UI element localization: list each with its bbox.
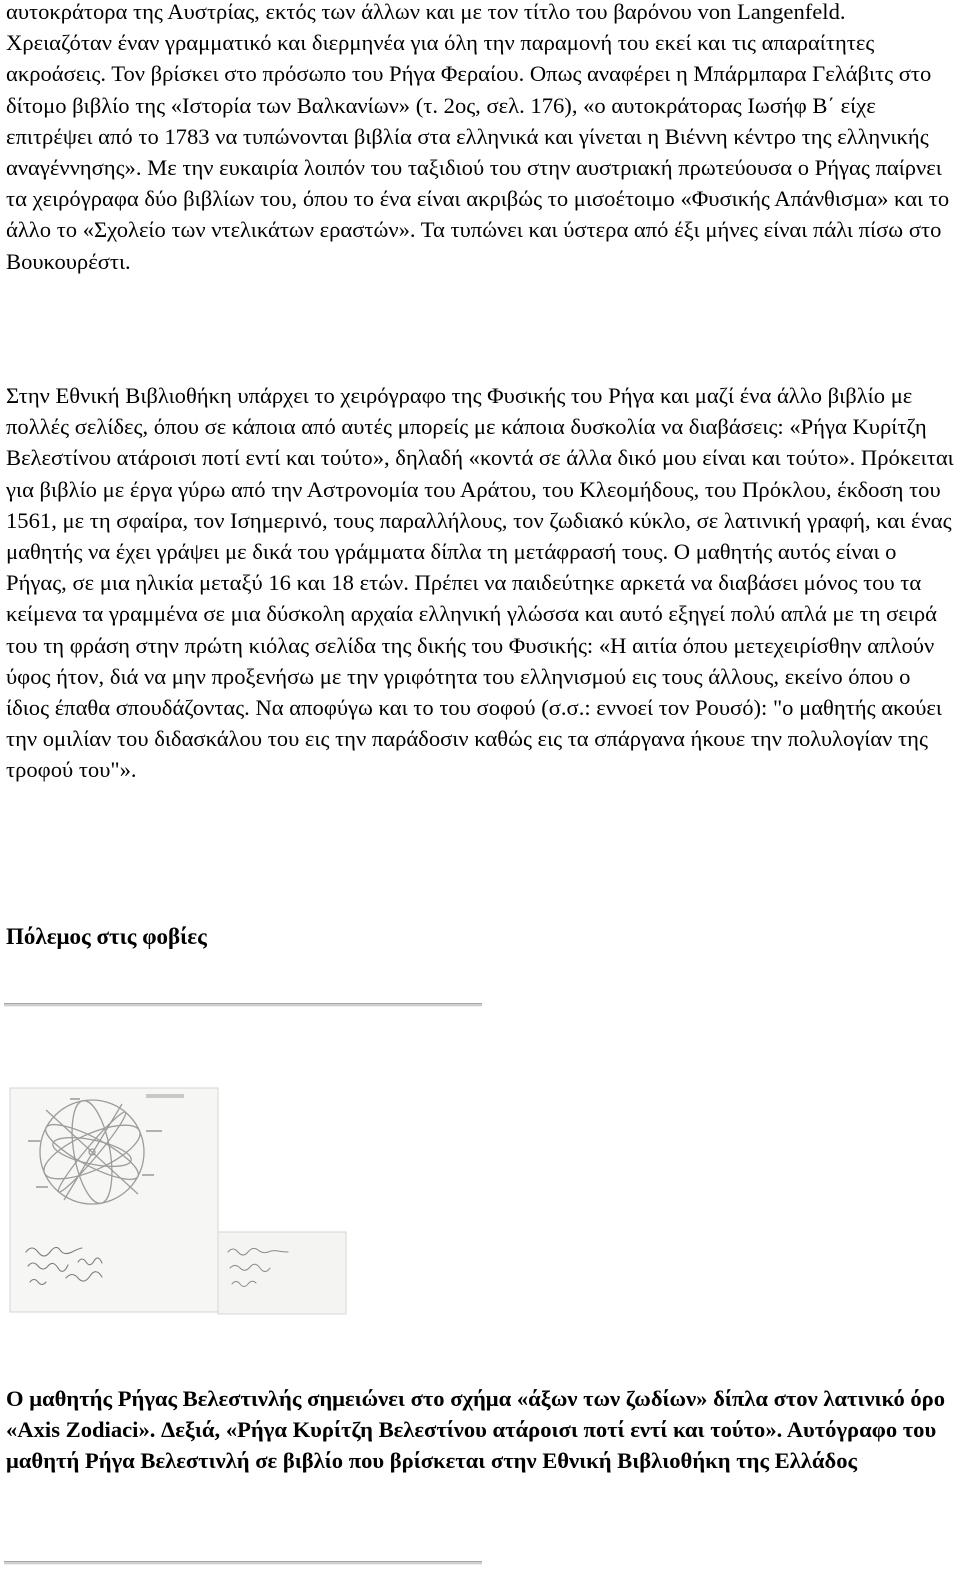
armillary-sphere-manuscript-image [6, 1082, 350, 1330]
horizontal-rule-bottom [4, 1561, 482, 1565]
article-paragraph-2: Στην Εθνική Βιβλιοθήκη υπάρχει το χειρόγραφο της Φυσικής του Ρήγα και μαζί ένα άλλο βιβλίο με πολλές σελίδες, όπου σε κάποια από αυτές μπορείς με κάποια δυσκολία να διαβάσεις: «Ρήγα Κυρίτζη Βελεστίνου ατάροισι ποτί εντί και τούτο», δηλαδή «κοντά σε άλλα δικό μου είναι και τούτο». Πρόκειται για βιβλίο με έργα γύρω από την Αστρονομία του Αράτου, του Κλεομήδους, του Πρόκλου, έκδοση του 1561, με τη σφαίρα, τον Ισημερινό, τους παραλλήλους, τον ζωδιακό κύκλο, σε λατινική γραφή, και ένας μαθητής να έχει γράψει με δικά του γράμματα δίπλα τη μετάφρασή τους. Ο μαθητής αυτός είναι ο Ρήγας, σε μια ηλικία μεταξύ 16 και 18 ετών. Πρέπει να παιδεύτηκε αρκετά να διαβάσει μόνος του τα κείμενα τα γραμμένα σε μια δύσκολη αρχαία ελληνική γλώσσα και αυτό εξηγεί πολύ απλά με τη σειρά του τη φράση στην πρώτη κιόλας σελίδα της δικής του Φυσικής: «Η αιτία όπου μετεχειρίσθην απλούν ύφος ήτον, διά να μην προξενήσω με την γριφότητα του ελληνισμού εις τους άλλους, εκείνο όπου ο ίδιος έπαθα σπουδάζοντας. Να αποφύγω και το του σοφού (σ.σ.: εννοεί τον Ρουσό): "ο μαθητής ακούει την ομιλίαν του διδασκάλου του εις την παράδοσιν καθώς εις τα σπάργανα ήκουε την πολυλογίαν της τροφού του"». [6, 383, 954, 783]
horizontal-rule-top [4, 1003, 482, 1007]
manuscript-figure [6, 1082, 350, 1330]
section-heading: Πόλεμος στις φοβίες [6, 924, 207, 949]
figure-caption: Ο μαθητής Ρήγας Βελεστινλής σημειώνει στο σχήμα «άξων των ζωδίων» δίπλα στον λατινικό όρο «Axis Zodiaci». Δεξιά, «Ρήγα Κυρίτζη Βελεστίνου ατάροισι ποτί εντί και τούτο». Αυτόγραφο του μαθητή Ρήγα Βελεστινλή σε βιβλίο που βρίσκεται στην Εθνική Βιβλιοθήκη της Ελλάδος [6, 1386, 946, 1474]
article-paragraph-1: αυτοκράτορα της Αυστρίας, εκτός των άλλων και με τον τίτλο του βαρόνου von Langenfeld. Χρειαζόταν έναν γραμματικό και διερμηνέα για όλη την παραμονή του εκεί και τις απαραίτητες ακροάσεις. Τον βρίσκει στο πρόσωπο του Ρήγα Φεραίου. Οπως αναφέρει η Μπάρμπαρα Γελάβιτς στο δίτομο βιβλίο της «Ιστορία των Βαλκανίων» (τ. 2ος, σελ. 176), «ο αυτοκράτορας Ιωσήφ Β΄ είχε επιτρέψει από το 1783 να τυπώνονται βιβλία στα ελληνικά και γίνεται η Βιέννη κέντρο της ελληνικής αναγέννησης». Με την ευκαιρία λοιπόν του ταξιδιού του στην αυστριακή πρωτεύουσα ο Ρήγας παίρνει τα χειρόγραφα δύο βιβλίων του, όπου το ένα είναι ακριβώς το μισοέτοιμο «Φυσικής Απάνθισμα» και το άλλο το «Σχολείο των ντελικάτων εραστών». Τα τυπώνει και ύστερα από έξι μήνες είναι πάλι πίσω στο Βουκουρέστι. [6, 0, 950, 274]
